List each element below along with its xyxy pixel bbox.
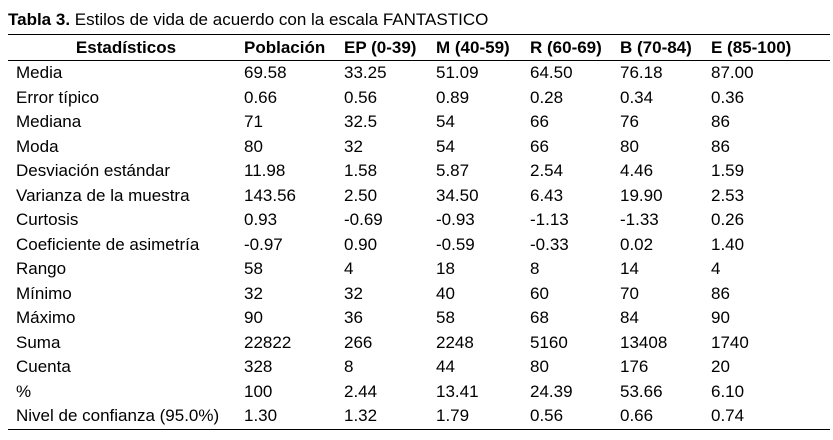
row-label: Rango: [16, 259, 67, 279]
column-header-b: B (70-84): [620, 37, 692, 57]
table-cell: 32: [244, 283, 263, 303]
table-cell: 1.59: [711, 161, 745, 181]
table-cell: 4: [711, 259, 721, 279]
row-label: Máximo: [16, 308, 76, 328]
table-cell: 14: [620, 259, 639, 279]
table-cell: 66: [530, 112, 549, 132]
table-cell: 2248: [436, 332, 474, 352]
table-cell: 5.87: [436, 161, 470, 181]
table-row: [8, 159, 830, 184]
table-row: [8, 404, 830, 429]
table-cell: 0.02: [620, 234, 654, 254]
row-label: Cuenta: [16, 357, 71, 377]
table-cell: 70: [620, 283, 639, 303]
table-cell: 64.50: [530, 63, 573, 83]
table-row: [8, 282, 830, 307]
table-cell: 0.93: [244, 210, 278, 230]
table-cell: 5160: [530, 332, 568, 352]
table-cell: 0.34: [620, 87, 654, 107]
row-label: Mediana: [16, 112, 82, 132]
column-header-e: E (85-100): [711, 37, 792, 57]
table-row: [8, 208, 830, 233]
column-header-ep: EP (0-39): [344, 37, 417, 57]
table-row: [8, 331, 830, 356]
row-label: Desviación estándar: [16, 161, 171, 181]
column-header-m: M (40-59): [436, 37, 510, 57]
table-cell: 34.50: [436, 185, 479, 205]
table-cell: 0.56: [530, 406, 564, 426]
table-cell: 90: [711, 308, 730, 328]
table-cell: 84: [620, 308, 639, 328]
row-label: Suma: [16, 332, 61, 352]
statistics-table: [8, 34, 830, 430]
row-label: Mínimo: [16, 283, 72, 303]
table-cell: 19.90: [620, 185, 663, 205]
table-cell: 2.53: [711, 185, 745, 205]
table-cell: 6.10: [711, 381, 745, 401]
table-cell: 4.46: [620, 161, 654, 181]
table-cell: 8: [530, 259, 540, 279]
column-header-r: R (60-69): [530, 37, 602, 57]
table-cell: 54: [436, 136, 455, 156]
table-cell: 328: [244, 357, 273, 377]
table-cell: 2.54: [530, 161, 564, 181]
table-cell: 86: [711, 136, 730, 156]
table-cell: 0.89: [436, 87, 470, 107]
table-cell: 44: [436, 357, 455, 377]
table-cell: 176: [620, 357, 649, 377]
table-caption: [8, 10, 488, 30]
table-header-row: [8, 35, 830, 61]
table-cell: 32.5: [344, 112, 378, 132]
table-cell: 80: [244, 136, 263, 156]
table-cell: -0.59: [436, 234, 475, 254]
table-cell: -0.33: [530, 234, 569, 254]
table-cell: 80: [620, 136, 639, 156]
table-cell: 58: [436, 308, 455, 328]
table-cell: 1.40: [711, 234, 745, 254]
table-cell: 60: [530, 283, 549, 303]
column-header-statistic: Estadísticos: [75, 37, 177, 57]
table-cell: 76.18: [620, 63, 663, 83]
table-cell: 11.98: [244, 161, 286, 181]
table-cell: 100: [244, 381, 273, 401]
caption-number: Tabla 3.: [8, 10, 71, 29]
table-row: [8, 110, 830, 135]
row-label: Media: [16, 63, 63, 83]
table-row: [8, 86, 830, 111]
table-cell: 66: [530, 136, 549, 156]
table-cell: 18: [436, 259, 455, 279]
table-cell: 0.56: [344, 87, 378, 107]
table-cell: -1.33: [620, 210, 659, 230]
table-row: [8, 257, 830, 282]
column-header-population: Población: [244, 37, 326, 57]
table-cell: 51.09: [436, 63, 479, 83]
table-cell: 4: [344, 259, 354, 279]
table-cell: 54: [436, 112, 455, 132]
table-cell: 1.79: [436, 406, 470, 426]
table-cell: 0.66: [620, 406, 654, 426]
table-cell: 80: [530, 357, 549, 377]
table-cell: 53.66: [620, 381, 663, 401]
table-cell: 33.25: [344, 63, 387, 83]
table-cell: -0.97: [244, 234, 283, 254]
table-row: [8, 233, 830, 258]
row-label: Curtosis: [16, 210, 79, 230]
table-cell: -1.13: [530, 210, 569, 230]
table-cell: 6.43: [530, 185, 564, 205]
table-cell: 0.90: [344, 234, 378, 254]
table-cell: 20: [711, 357, 730, 377]
table-cell: -0.93: [436, 210, 475, 230]
table-cell: 0.66: [244, 87, 278, 107]
table-row: [8, 61, 830, 86]
row-label: Error típico: [16, 87, 100, 107]
table-cell: 22822: [244, 332, 292, 352]
table-row: [8, 135, 830, 160]
table-cell: 13.41: [436, 381, 479, 401]
row-label: Coeficiente de asimetría: [16, 234, 200, 254]
table-cell: 1.30: [244, 406, 278, 426]
table-cell: 1.58: [344, 161, 378, 181]
table-row: [8, 306, 830, 331]
table-cell: 86: [711, 283, 730, 303]
table-cell: 69.58: [244, 63, 287, 83]
row-label: Nivel de confianza (95.0%): [16, 406, 220, 426]
table-cell: 266: [344, 332, 373, 352]
table-cell: 71: [244, 112, 263, 132]
table-cell: 13408: [620, 332, 668, 352]
table-cell: 2.44: [344, 381, 378, 401]
table-cell: 1740: [711, 332, 749, 352]
table-cell: 32: [344, 283, 363, 303]
table-cell: -0.69: [344, 210, 383, 230]
table-row: [8, 380, 830, 405]
table-cell: 87.00: [711, 63, 754, 83]
table-cell: 86: [711, 112, 730, 132]
table-cell: 24.39: [530, 381, 573, 401]
table-cell: 0.26: [711, 210, 745, 230]
table-row: [8, 184, 830, 209]
row-label: Varianza de la muestra: [16, 185, 190, 205]
table-cell: 40: [436, 283, 455, 303]
table-cell: 68: [530, 308, 549, 328]
table-cell: 58: [244, 259, 263, 279]
table-cell: 32: [344, 136, 363, 156]
table-cell: 0.74: [711, 406, 745, 426]
row-label: Moda: [16, 136, 59, 156]
table-cell: 90: [244, 308, 263, 328]
caption-text: Estilos de vida de acuerdo con la escala FANTASTICO: [70, 10, 489, 29]
table-cell: 0.36: [711, 87, 745, 107]
table-cell: 36: [344, 308, 363, 328]
table-cell: 2.50: [344, 185, 378, 205]
table-cell: 143.56: [244, 185, 296, 205]
table-cell: 1.32: [344, 406, 378, 426]
table-row: [8, 355, 830, 380]
table-cell: 8: [344, 357, 354, 377]
table-cell: 76: [620, 112, 639, 132]
row-label: %: [16, 381, 32, 401]
table-body: [8, 61, 830, 430]
table-cell: 0.28: [530, 87, 564, 107]
